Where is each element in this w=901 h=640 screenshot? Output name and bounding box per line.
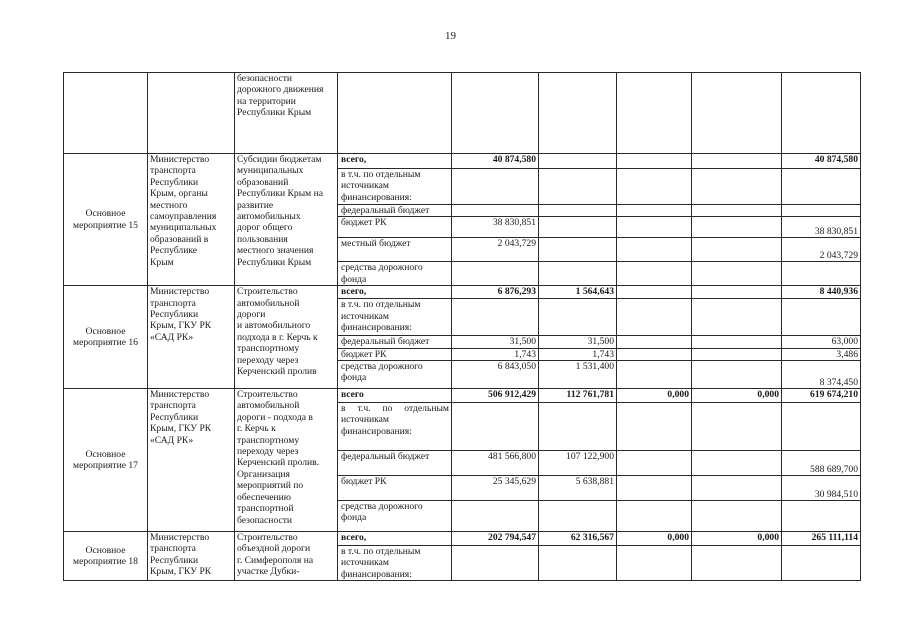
table-row [64, 389, 861, 403]
year-value [617, 205, 692, 217]
total-value [782, 169, 861, 205]
year-value [539, 217, 617, 238]
year-value [692, 205, 782, 217]
year-value [539, 403, 617, 451]
year-value: 62 316,567 [539, 532, 617, 546]
year-value [617, 262, 692, 286]
event-description: Строительство автомобильной дороги и автомобильного подхода в г. Керчь к транспортному переходу через Керченский пролив [235, 286, 338, 389]
total-value: 3,486 [782, 348, 861, 360]
executor: Министерство транспорта Республики Крым, ГКУ РК «САД РК» [148, 389, 235, 532]
year-value [617, 361, 692, 389]
year-value [539, 205, 617, 217]
year-value [692, 476, 782, 501]
year-value [617, 238, 692, 262]
funding-source-label: в т.ч. по отдельным источникам финансирования: [338, 403, 452, 451]
year-value [617, 336, 692, 348]
table-row [64, 532, 861, 546]
total-value: 8 440,936 [782, 286, 861, 299]
funding-source-label: федеральный бюджет [338, 451, 452, 476]
year-value [539, 238, 617, 262]
total-value: 30 984,510 [782, 476, 861, 501]
table-row [64, 286, 861, 299]
year-value: 25 345,629 [452, 476, 539, 501]
year-value [539, 299, 617, 336]
year-value [452, 299, 539, 336]
year-value [692, 336, 782, 348]
year-value [452, 546, 539, 581]
year-value: 0,000 [617, 532, 692, 546]
year-value: 2 043,729 [452, 238, 539, 262]
total-value: 38 830,851 [782, 217, 861, 238]
year-value: 1 564,643 [539, 286, 617, 299]
year-value: 112 761,781 [539, 389, 617, 403]
funding-source-label: средства дорожного фонда [338, 262, 452, 286]
year-value [617, 451, 692, 476]
year-value: 0,000 [692, 532, 782, 546]
total-value: 619 674,210 [782, 389, 861, 403]
year-value [539, 169, 617, 205]
program-continuation-text: безопасности дорожного движения на территории Республики Крым [235, 73, 338, 154]
funding-source-label: федеральный бюджет [338, 336, 452, 348]
year-value [617, 348, 692, 360]
executor: Министерство транспорта Республики Крым, органы местного самоуправления муниципальных образований в Республике Крым [148, 154, 235, 286]
value-cell [692, 73, 782, 154]
year-value: 107 122,900 [539, 451, 617, 476]
event-name-cell [64, 73, 148, 154]
funding-source-label: всего, [338, 286, 452, 299]
value-cell [617, 73, 692, 154]
year-value: 38 830,851 [452, 217, 539, 238]
page-number: 19 [445, 30, 456, 42]
total-value [782, 262, 861, 286]
event-description: Субсидии бюджетам муниципальных образований Республики Крым на развитие автомобильных дорог общего пользования местного значения Республики Крым [235, 154, 338, 286]
executor-cell [148, 73, 235, 154]
year-value [692, 361, 782, 389]
total-value [782, 546, 861, 581]
year-value: 6 843,050 [452, 361, 539, 389]
event-name: Основное мероприятие 18 [64, 532, 148, 581]
value-cell [452, 73, 539, 154]
year-value: 1,743 [539, 348, 617, 360]
year-value [452, 169, 539, 205]
year-value [539, 546, 617, 581]
executor: Министерство транспорта Республики Крым, ГКУ РК [148, 532, 235, 581]
year-value: 1,743 [452, 348, 539, 360]
funding-source-label: местный бюджет [338, 238, 452, 262]
year-value [617, 403, 692, 451]
year-value: 0,000 [692, 389, 782, 403]
funding-source-label: средства дорожного фонда [338, 501, 452, 532]
year-value [452, 205, 539, 217]
event-description: Строительство объездной дороги г. Симферополя на участке Дубки- [235, 532, 338, 581]
year-value: 31,500 [539, 336, 617, 348]
year-value [617, 154, 692, 169]
total-value: 63,000 [782, 336, 861, 348]
event-description: Строительство автомобильной дороги - подхода в г. Керчь к транспортному переходу через Керченский пролив. Организация мероприятий по обеспечению транспортной безопасности [235, 389, 338, 532]
year-value [692, 217, 782, 238]
year-value: 481 566,800 [452, 451, 539, 476]
year-value [692, 299, 782, 336]
year-value [692, 451, 782, 476]
year-value [617, 476, 692, 501]
year-value [617, 169, 692, 205]
total-value [782, 501, 861, 532]
year-value: 6 876,293 [452, 286, 539, 299]
year-value [692, 348, 782, 360]
total-value: 588 689,700 [782, 451, 861, 476]
year-value [452, 262, 539, 286]
year-value: 202 794,547 [452, 532, 539, 546]
funding-source-label: в т.ч. по отдельным источникам финансирования: [338, 299, 452, 336]
total-value: 8 374,450 [782, 361, 861, 389]
year-value [692, 238, 782, 262]
year-value: 1 531,400 [539, 361, 617, 389]
funding-source-label: бюджет РК [338, 217, 452, 238]
year-value [539, 501, 617, 532]
funding-source-label: федеральный бюджет [338, 205, 452, 217]
year-value: 5 638,881 [539, 476, 617, 501]
continuation-row [64, 73, 861, 154]
year-value [692, 286, 782, 299]
total-value [782, 299, 861, 336]
year-value [617, 286, 692, 299]
funding-source-label: всего [338, 389, 452, 403]
event-name: Основное мероприятие 16 [64, 286, 148, 389]
year-value [692, 403, 782, 451]
year-value [692, 169, 782, 205]
year-value: 31,500 [452, 336, 539, 348]
funding-source-label: в т.ч. по отдельным источникам финансирования: [338, 169, 452, 205]
year-value [692, 501, 782, 532]
total-value [782, 205, 861, 217]
funding-source-label: в т.ч. по отдельным источникам финансирования: [338, 546, 452, 581]
year-value [617, 546, 692, 581]
value-cell [539, 73, 617, 154]
year-value [539, 154, 617, 169]
year-value [692, 154, 782, 169]
total-value: 2 043,729 [782, 238, 861, 262]
table-row [64, 154, 861, 169]
funding-source-label: всего, [338, 154, 452, 169]
total-value: 265 111,114 [782, 532, 861, 546]
year-value [617, 299, 692, 336]
year-value [452, 403, 539, 451]
total-value [782, 403, 861, 451]
year-value [617, 501, 692, 532]
funding-source-label: бюджет РК [338, 476, 452, 501]
year-value [617, 217, 692, 238]
funding-source-label: средства дорожного фонда [338, 361, 452, 389]
source-cell [338, 73, 452, 154]
funding-table [63, 72, 861, 581]
total-value: 40 874,580 [782, 154, 861, 169]
year-value [452, 501, 539, 532]
executor: Министерство транспорта Республики Крым, ГКУ РК «САД РК» [148, 286, 235, 389]
event-name: Основное мероприятие 15 [64, 154, 148, 286]
year-value [692, 546, 782, 581]
year-value [539, 262, 617, 286]
funding-source-label: бюджет РК [338, 348, 452, 360]
year-value: 0,000 [617, 389, 692, 403]
event-name: Основное мероприятие 17 [64, 389, 148, 532]
year-value: 40 874,580 [452, 154, 539, 169]
year-value: 506 912,429 [452, 389, 539, 403]
year-value [692, 262, 782, 286]
value-cell [782, 73, 861, 154]
funding-source-label: всего, [338, 532, 452, 546]
